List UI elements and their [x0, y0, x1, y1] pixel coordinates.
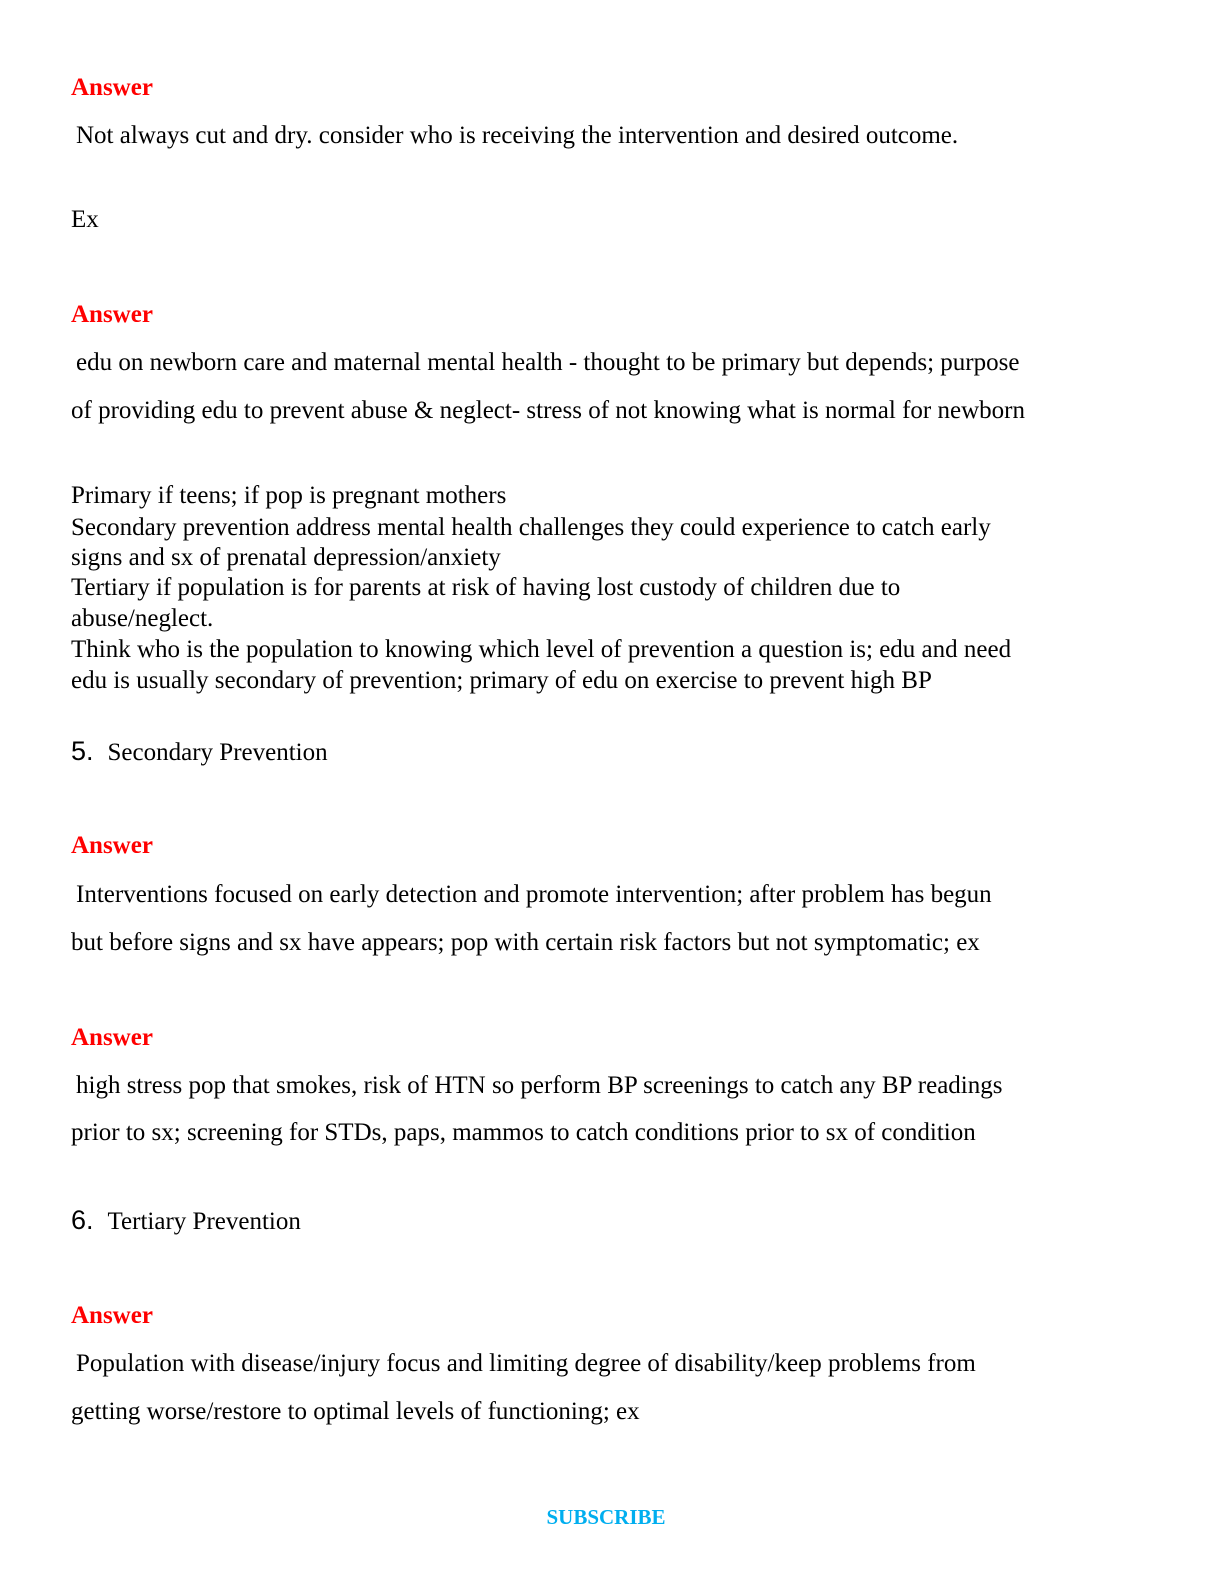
subscribe-link[interactable]: SUBSCRIBE — [546, 1505, 666, 1529]
answer-text: of providing edu to prevent abuse & neglect- stress of not knowing what is normal for newborn — [71, 397, 1025, 424]
question-title: Secondary Prevention — [107, 739, 328, 766]
question-title: Tertiary Prevention — [107, 1208, 301, 1235]
answer-text: prior to sx; screening for STDs, paps, mammos to catch conditions prior to sx of condition — [71, 1119, 976, 1146]
answer-label: Answer — [71, 74, 153, 101]
answer-label: Answer — [71, 1024, 153, 1051]
answer-text: high stress pop that smokes, risk of HTN so perform BP screenings to catch any BP readings — [76, 1072, 1003, 1099]
question-6 — [71, 1205, 301, 1237]
note-line: abuse/neglect. — [71, 605, 214, 632]
question-number: 6. — [71, 1205, 94, 1235]
question-number: 5. — [71, 736, 94, 766]
answer-text: getting worse/restore to optimal levels of functioning; ex — [71, 1398, 640, 1425]
answer-text: Interventions focused on early detection and promote intervention; after problem has begun — [76, 881, 992, 908]
note-line: edu is usually secondary of prevention; primary of edu on exercise to prevent high BP — [71, 667, 932, 694]
note-line: signs and sx of prenatal depression/anxiety — [71, 544, 501, 571]
question-5 — [71, 736, 328, 768]
answer-text: Population with disease/injury focus and limiting degree of disability/keep problems from — [76, 1350, 976, 1377]
answer-label: Answer — [71, 832, 153, 859]
answer-text: edu on newborn care and maternal mental health - thought to be primary but depends; purpose — [76, 349, 1020, 376]
note-line: Tertiary if population is for parents at risk of having lost custody of children due to — [71, 574, 901, 601]
answer-label: Answer — [71, 1302, 153, 1329]
note-line: Primary if teens; if pop is pregnant mothers — [71, 482, 507, 509]
example-label: Ex — [71, 206, 99, 233]
answer-text: Not always cut and dry. consider who is receiving the intervention and desired outcome. — [76, 122, 959, 149]
note-line: Think who is the population to knowing which level of prevention a question is; edu and need — [71, 636, 1012, 663]
answer-label: Answer — [71, 301, 153, 328]
note-line: Secondary prevention address mental health challenges they could experience to catch early — [71, 514, 991, 541]
answer-text: but before signs and sx have appears; pop with certain risk factors but not symptomatic; ex — [71, 929, 980, 956]
